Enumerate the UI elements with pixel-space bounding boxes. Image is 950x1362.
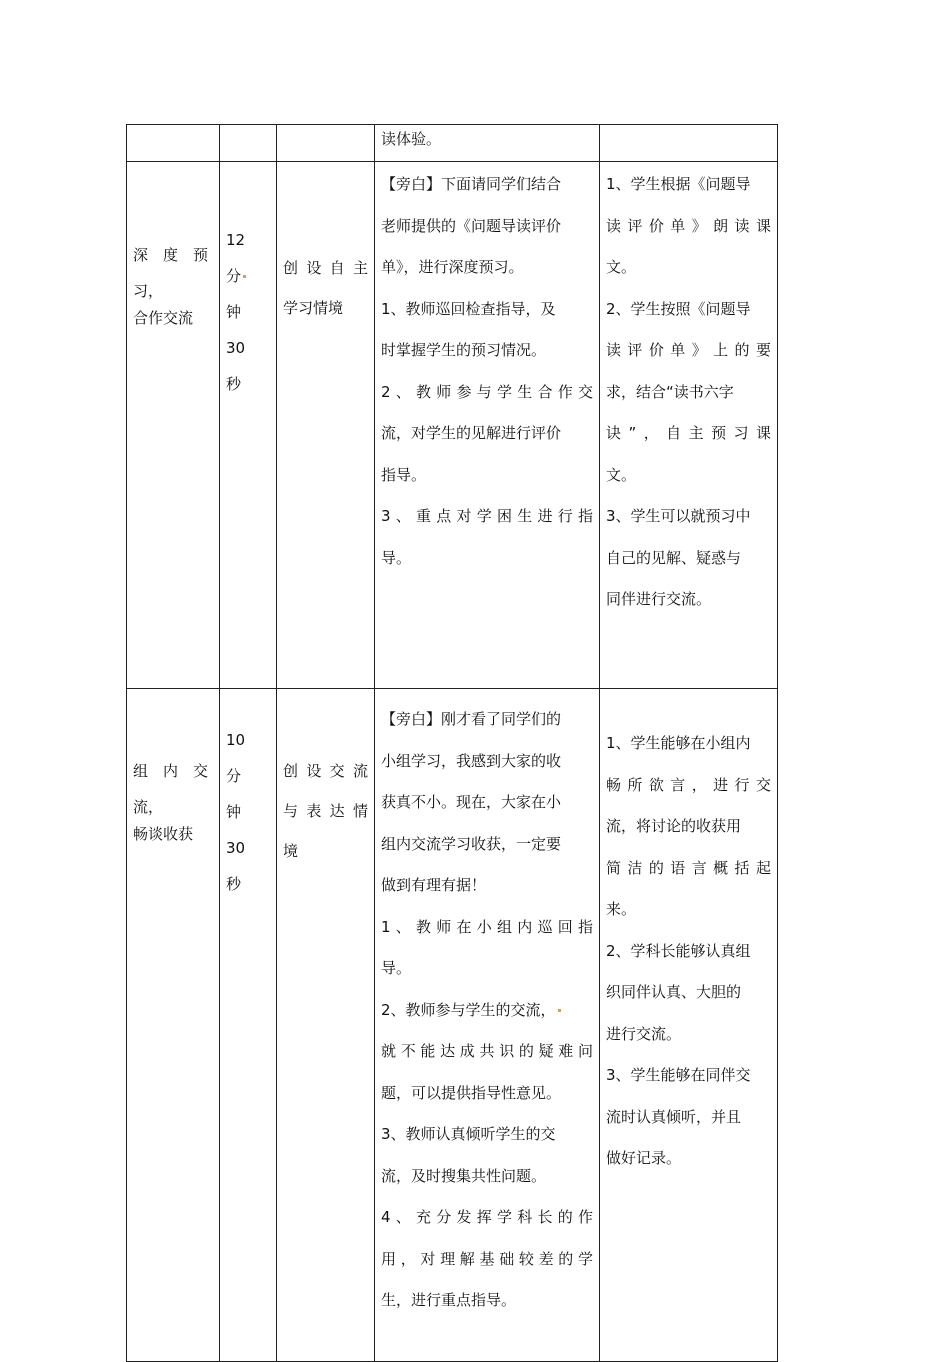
teacher-text-line: 2、教师参与学生的交流， xyxy=(381,990,593,1032)
situation-cell xyxy=(277,162,375,689)
student-text-line: 流时认真倾听，并且 xyxy=(606,1107,742,1126)
stage-text-line: 组 内 交 xyxy=(133,762,209,780)
time-text-line: 钟 xyxy=(226,803,242,821)
student-activity-cell xyxy=(600,162,778,689)
time-text-line: 30 xyxy=(226,839,246,857)
time-text-line: 钟 xyxy=(226,303,242,321)
student-text-line: 做好记录。 xyxy=(606,1149,682,1167)
student-text-line: 织同伴认真、大胆的 xyxy=(606,983,742,1001)
teacher-text-line: 获真不小。现在，大家在小 xyxy=(381,793,562,811)
teacher-text-line: 读体验。 xyxy=(381,130,442,148)
student-text-line: 2、学科长能够认真组 xyxy=(606,941,751,960)
teacher-text-line: 流，及时搜集共性问题。 xyxy=(381,1166,547,1185)
teacher-text-line: 做到有理有据！ xyxy=(381,876,487,894)
table-row xyxy=(127,162,778,689)
stage-cell xyxy=(127,125,220,162)
student-text-line: 求，结合“读书六字 xyxy=(606,382,734,401)
teacher-activity-cell xyxy=(375,162,600,689)
situation-text-line: 创设自主 xyxy=(283,259,368,277)
teacher-text-line: 3、教师认真倾听学生的交 xyxy=(381,1125,556,1143)
teacher-text-line: 2、教师参与学生合作交 xyxy=(381,382,593,401)
teacher-text-line: 就不能达成共识的疑难问 xyxy=(381,1042,593,1060)
teacher-text-line: 单》，进行深度预习。 xyxy=(381,258,524,276)
situation-text-line: 学习情境 xyxy=(283,299,344,317)
teacher-text-line: 导。 xyxy=(381,959,412,977)
student-text-line: 1、学生根据《问题导 xyxy=(606,175,751,193)
teacher-text-line: 用，对理解基础较差的学 xyxy=(381,1249,593,1268)
student-text-line: 畅所欲言，进行交 xyxy=(606,775,771,794)
teacher-text-line: 指导。 xyxy=(381,465,427,484)
student-text-line: 读评价单》上的要 xyxy=(606,341,771,359)
mark-dot-icon xyxy=(243,275,246,278)
stage-text-line: 畅谈收获 xyxy=(133,825,194,843)
student-text-line: 诀”，自主预习课 xyxy=(606,424,771,442)
teacher-text-line: 老师提供的《问题导读评价 xyxy=(381,216,562,235)
time-cell xyxy=(220,125,277,162)
teacher-text-line: 1、教师巡回检查指导，及 xyxy=(381,299,556,318)
teacher-text-line: 时掌握学生的预习情况。 xyxy=(381,341,547,359)
teacher-text-line: 4、充分发挥学科长的作 xyxy=(381,1208,593,1226)
stage-text-line: 合作交流 xyxy=(133,309,194,327)
teacher-text-line: 【旁白】下面请同学们结合 xyxy=(381,175,562,193)
time-text-line: 分 xyxy=(226,258,270,294)
situation-text-line: 境 xyxy=(283,842,299,860)
student-text-line: 读评价单》朗读课 xyxy=(606,216,771,235)
stage-cell xyxy=(127,162,220,689)
student-text-line: 3、学生可以就预习中 xyxy=(606,507,751,525)
stage-text-line: 流， xyxy=(133,797,164,816)
student-text-line: 文。 xyxy=(606,465,637,484)
table-row xyxy=(127,689,778,1362)
situation-cell xyxy=(277,125,375,162)
student-text-line: 进行交流。 xyxy=(606,1024,682,1043)
teacher-text-line: 1、教师在小组内巡回指 xyxy=(381,917,593,936)
student-text-line: 简洁的语言概括起 xyxy=(606,858,771,877)
student-text-line: 文。 xyxy=(606,258,637,276)
stage-text-line: 习， xyxy=(133,281,164,300)
situation-cell xyxy=(277,689,375,1362)
teacher-text-line: 【旁白】刚才看了同学们的 xyxy=(381,710,562,728)
lesson-plan-table xyxy=(126,124,778,1362)
student-text-line: 自己的见解、疑惑与 xyxy=(606,548,742,567)
stage-cell xyxy=(127,689,220,1362)
situation-text-line: 与表达情 xyxy=(283,802,368,820)
time-text-line: 秒 xyxy=(226,875,242,893)
time-text-line: 12 xyxy=(226,231,246,249)
student-text-line: 流，将讨论的收获用 xyxy=(606,817,742,835)
student-text-line: 3、学生能够在同伴交 xyxy=(606,1066,751,1084)
student-text-line: 来。 xyxy=(606,900,637,918)
time-text-line: 10 xyxy=(226,731,246,749)
teacher-text-line: 3、重点对学困生进行指 xyxy=(381,507,593,525)
situation-text-line: 创设交流 xyxy=(283,762,368,780)
teacher-activity-cell xyxy=(375,125,600,162)
teacher-text-line: 题，可以提供指导性意见。 xyxy=(381,1083,562,1102)
student-activity-cell xyxy=(600,689,778,1362)
time-text-line: 秒 xyxy=(226,375,242,393)
teacher-text-line: 小组学习，我感到大家的收 xyxy=(381,751,562,770)
table-row xyxy=(127,125,778,162)
time-text-line: 分 xyxy=(226,767,242,785)
student-activity-cell xyxy=(600,125,778,162)
time-cell xyxy=(220,689,277,1362)
stage-text-line: 深 度 预 xyxy=(133,246,209,264)
teacher-text-line: 组内交流学习收获，一定要 xyxy=(381,834,562,853)
student-text-line: 2、学生按照《问题导 xyxy=(606,299,751,318)
teacher-text-line: 导。 xyxy=(381,548,412,567)
teacher-activity-cell xyxy=(375,689,600,1362)
student-text-line: 1、学生能够在小组内 xyxy=(606,734,751,752)
teacher-text-line: 生，进行重点指导。 xyxy=(381,1291,517,1309)
teacher-text-line: 流，对学生的见解进行评价 xyxy=(381,424,562,442)
time-text-line: 30 xyxy=(226,339,246,357)
student-text-line: 同伴进行交流。 xyxy=(606,590,712,608)
time-cell xyxy=(220,162,277,689)
mark-dot-icon xyxy=(558,1009,561,1012)
